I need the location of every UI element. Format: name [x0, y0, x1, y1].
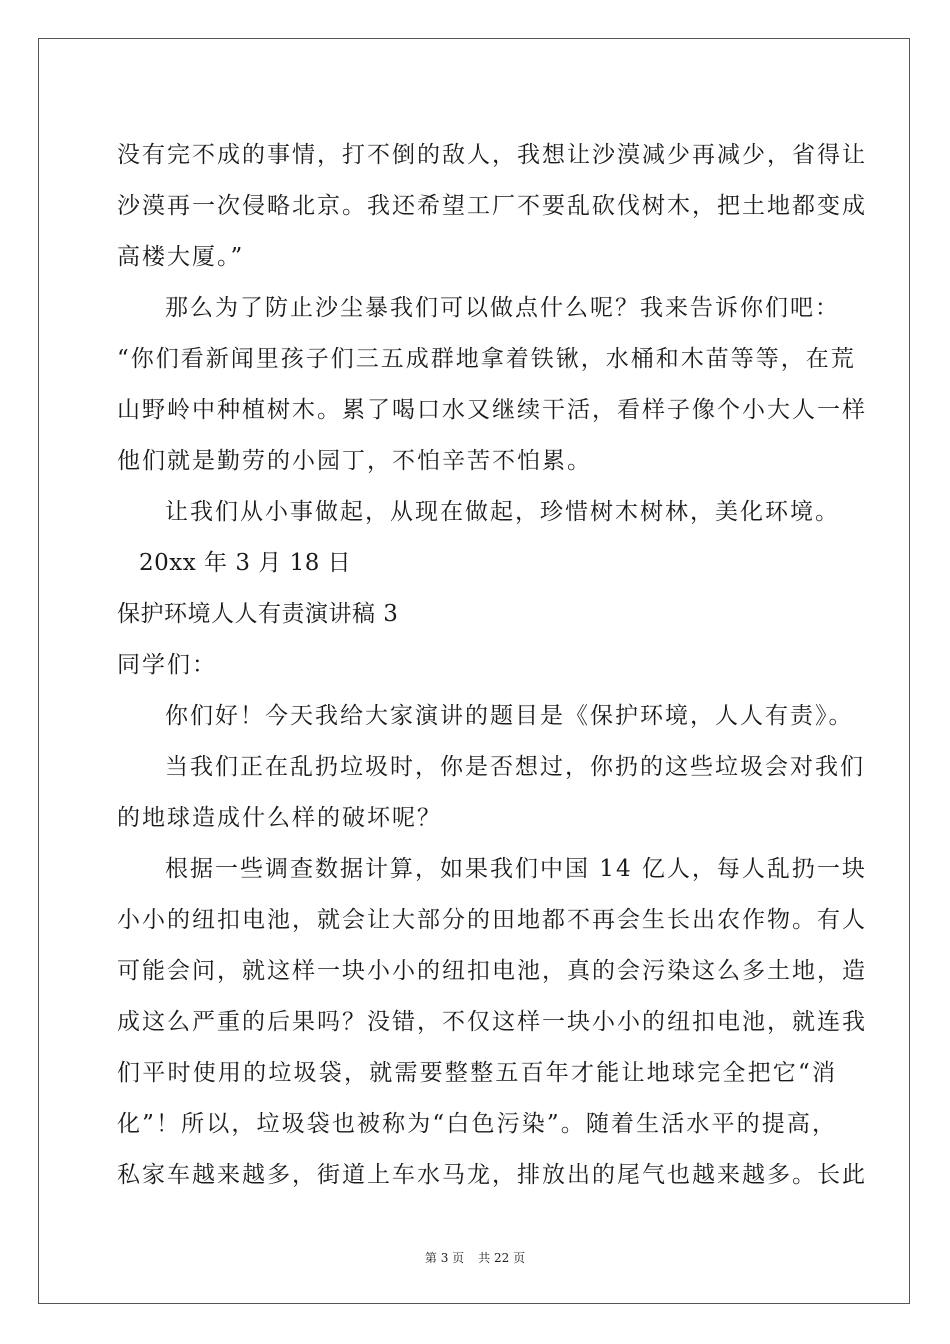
document-body — [117, 130, 867, 1201]
page-footer — [0, 1249, 950, 1266]
paragraph-line: 你们好！今天我给大家演讲的题目是《保护环境，人人有责》。 — [165, 703, 854, 729]
text-line: 私家车越来越多，街道上车水马龙，排放出的尾气也越来越多。长此 — [117, 1162, 867, 1188]
text-line: 可能会问，就这样一块小小的纽扣电池，真的会污染这么多土地，造 — [117, 958, 867, 984]
text-line: 的地球造成什么样的破坏呢？ — [117, 805, 442, 831]
page-number: 第 3 页 — [424, 1251, 465, 1265]
text-line: “你们看新闻里孩子们三五成群地拿着铁锹，水桶和木苗等等，在荒 — [117, 346, 856, 372]
text-line: 高楼大厦。” — [117, 244, 245, 270]
paragraph-line: 那么为了防止沙尘暴我们可以做点什么呢？我来告诉你们吧： — [165, 295, 840, 321]
text-line: 成这么严重的后果吗？没错，不仅这样一块小小的纽扣电池，就连我 — [117, 1009, 867, 1035]
date-line: 20xx 年 3 月 18 日 — [139, 550, 352, 576]
salutation: 同学们： — [117, 652, 217, 678]
text-line: 他们就是勤劳的小园丁，不怕辛苦不怕累。 — [117, 448, 592, 474]
text-line: 化”！所以，垃圾袋也被称为“白色污染”。随着生活水平的提高， — [117, 1111, 837, 1137]
paragraph-line: 让我们从小事做起，从现在做起，珍惜树木树林，美化环境。 — [165, 499, 840, 525]
text-line: 山野岭中种植树木。累了喝口水又继续干活，看样子像个小大人一样 — [117, 397, 867, 423]
section-title: 保护环境人人有责演讲稿 3 — [117, 601, 399, 627]
page-total: 共 22 页 — [478, 1251, 526, 1265]
paragraph-line: 根据一些调查数据计算，如果我们中国 14 亿人，每人乱扔一块 — [165, 856, 867, 882]
text-line: 沙漠再一次侵略北京。我还希望工厂不要乱砍伐树木，把土地都变成 — [117, 193, 867, 219]
text-line: 没有完不成的事情，打不倒的敌人，我想让沙漠减少再减少，省得让 — [117, 142, 867, 168]
paragraph-line: 当我们正在乱扔垃圾时，你是否想过，你扔的这些垃圾会对我们 — [165, 754, 865, 780]
text-line: 小小的纽扣电池，就会让大部分的田地都不再会生长出农作物。有人 — [117, 907, 867, 933]
text-line: 们平时使用的垃圾袋，就需要整整五百年才能让地球完全把它“消 — [117, 1060, 837, 1086]
